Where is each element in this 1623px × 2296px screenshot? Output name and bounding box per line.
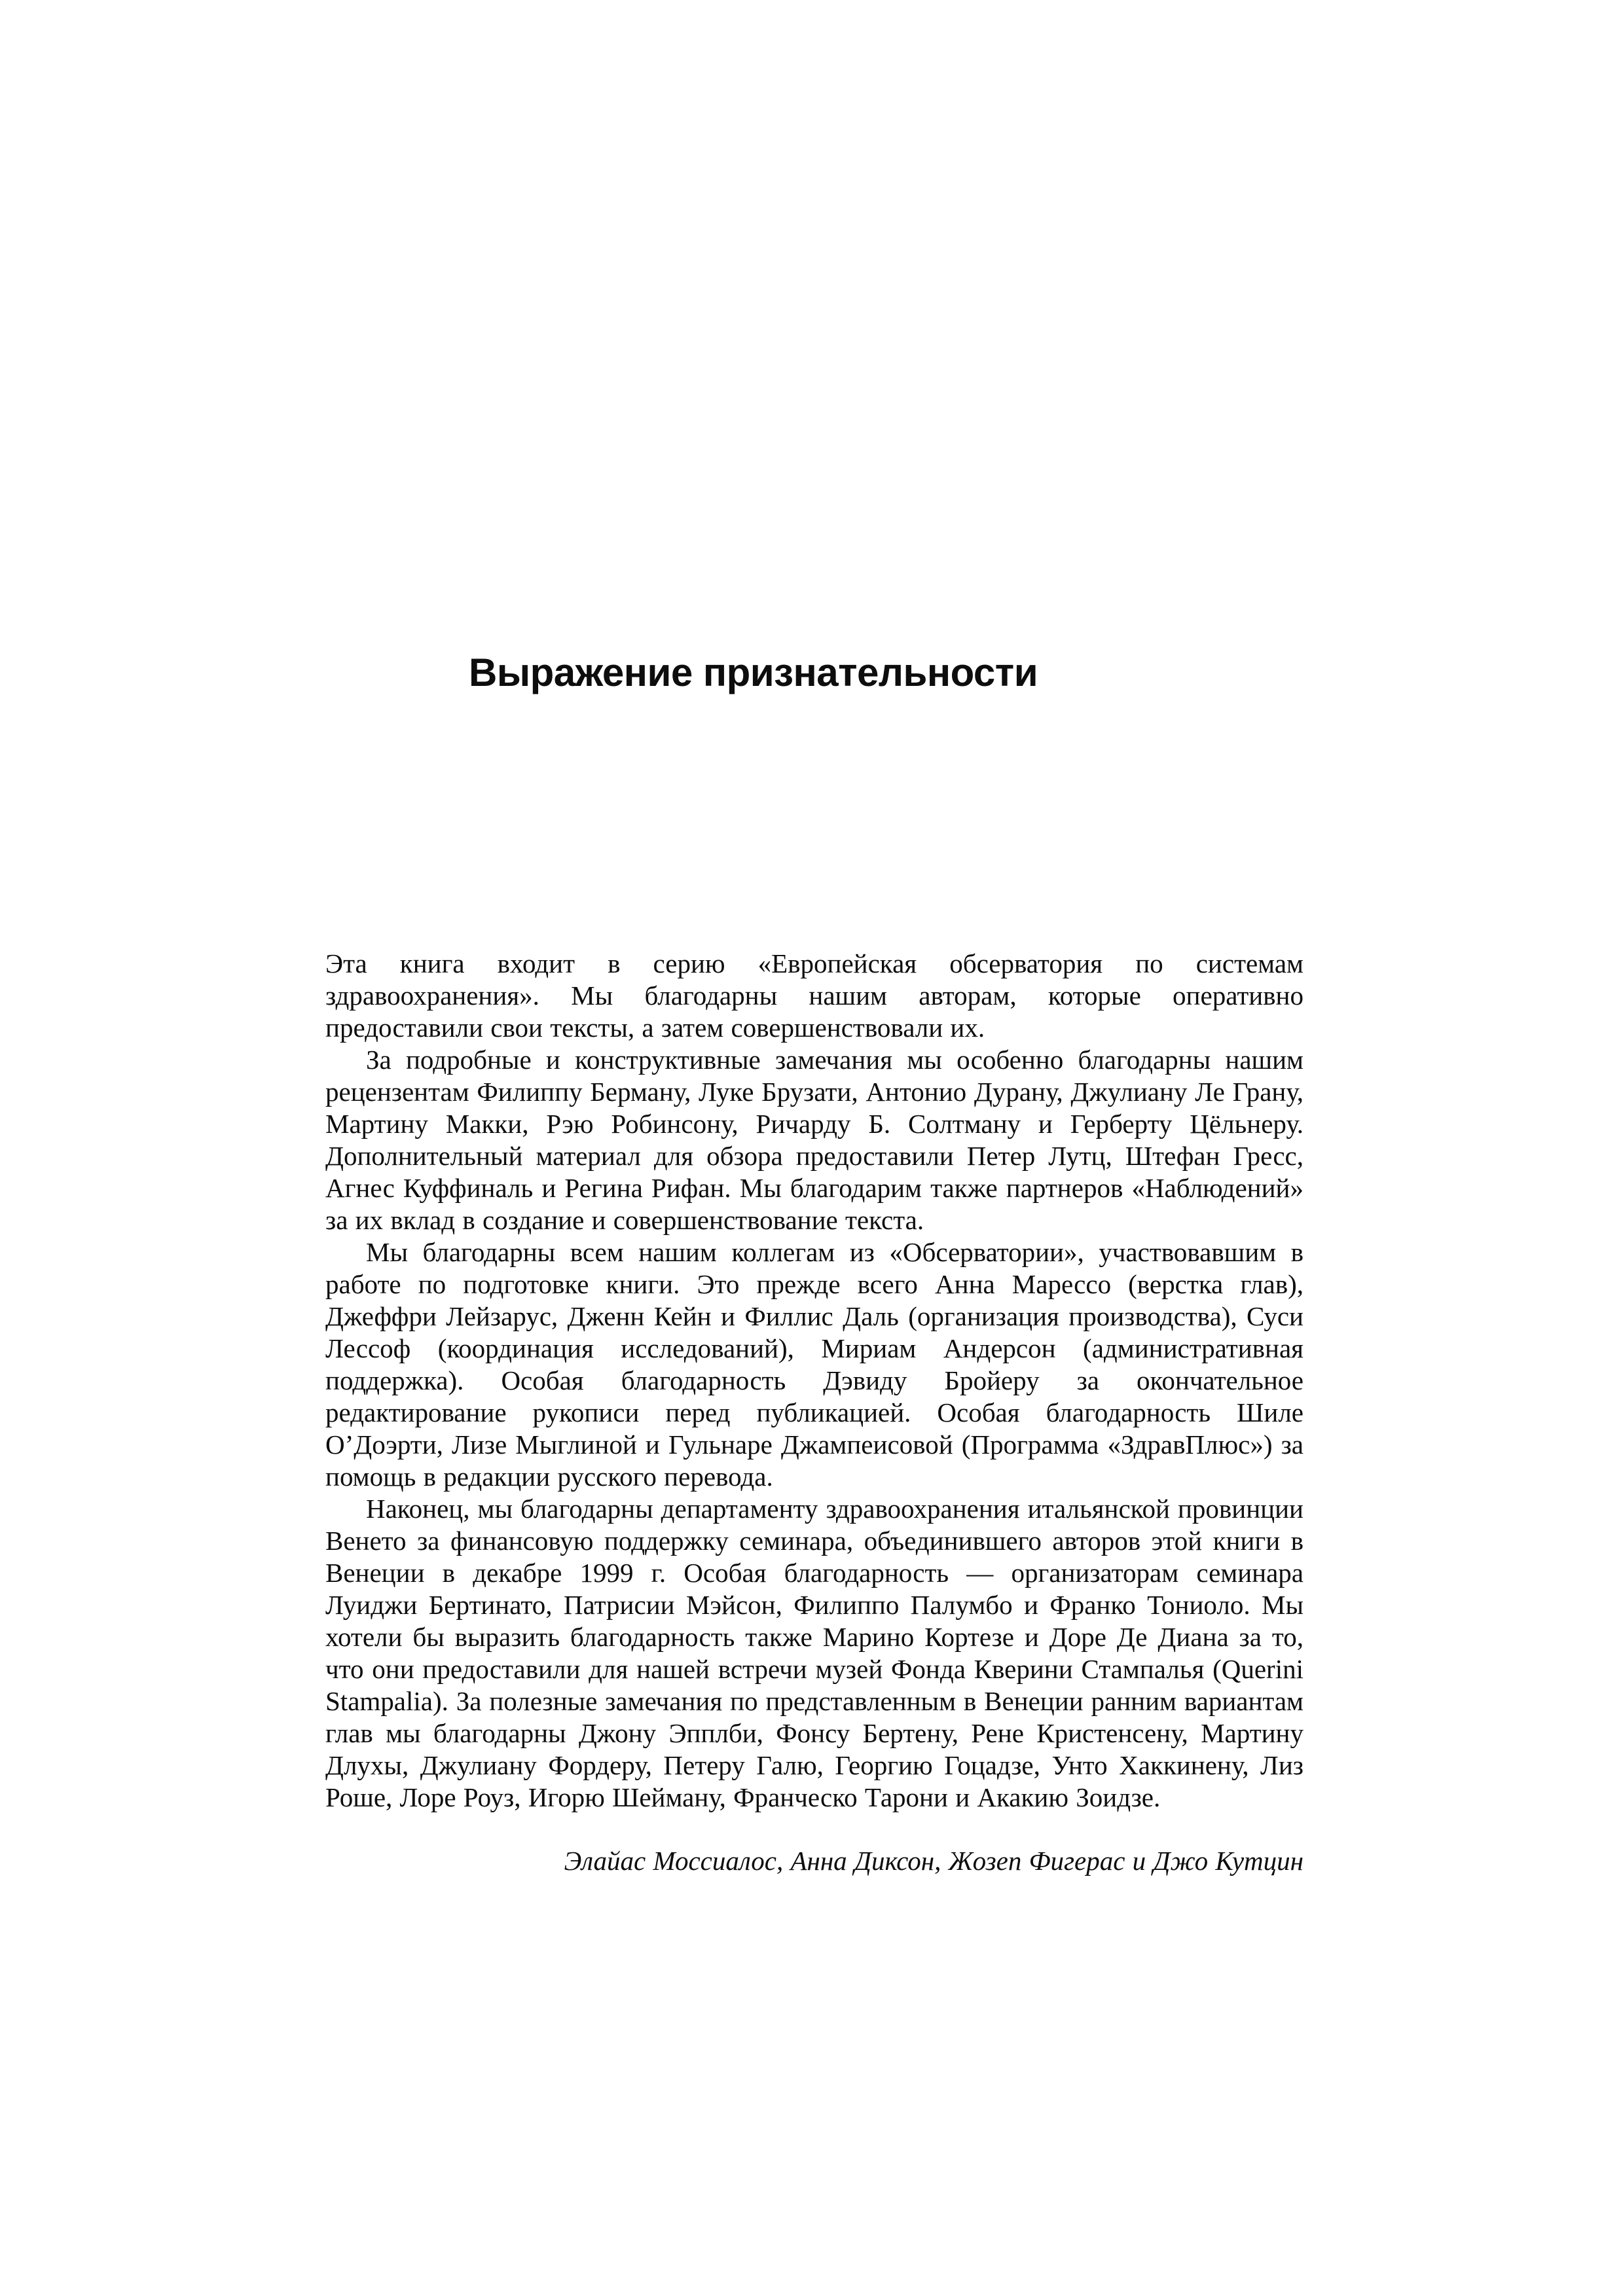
paragraph-4: Наконец, мы благодарны департаменту здравоохранения итальянской провинции Венето за финансовую поддержку семинара, объединившего авторов этой книги в Венеции в декабре 1999 г. Особая благодарность — организаторам семинара Луиджи Бертинато, Патрисии Мэйсон, Филиппо Палумбо и Франко Тониоло. Мы хотели бы выразить благодарность также Марино Кортезе и Доре Де Диана за то, что они предоставили для нашей встречи музей Фонда Кверини Стампалья (Querini Stampalia). За полезные замечания по представленным в Венеции ранним вариантам глав мы благодарны Джону Эпплби, Фонсу Бертену, Рене Кристенсену, Мартину Длухы, Джулиану Фордеру, Петеру Галю, Георгию Гоцадзе, Унто Хаккинену, Лиз Роше, Лоре Роуз, Игорю Шейману, Франческо Тарони и Акакию Зоидзе. bbox=[325, 1494, 1304, 1812]
paragraph-1: Эта книга входит в серию «Европейская обсерватория по системам здравоохранения». Мы благодарны нашим авторам, которые оперативно предоставили свои тексты, а затем совершенствовали их. bbox=[325, 948, 1304, 1043]
page-title: Выражение признательности bbox=[469, 651, 1038, 695]
paragraph-3: Мы благодарны всем нашим коллегам из «Обсерватории», участвовавшим в работе по подготовке книги. Это прежде всего Анна Марессо (верстка глав), Джеффри Лейзарус, Дженн Кейн и Филлис Даль (организация производства), Суси Лессоф (координация исследований), Мириам Андерсон (административная поддержка). Особая благодарность Дэвиду Бройеру за окончательное редактирование рукописи перед публикацией. Особая благодарность Шиле О’Доэрти, Лизе Мыглиной и Гульнаре Джампеисовой (Программа «ЗдравПлюс») за помощь в редакции русского перевода. bbox=[325, 1237, 1304, 1492]
authors-signature: Элайас Моссиалос, Анна Диксон, Жозеп Фигерас и Джо Кутцин bbox=[564, 1846, 1304, 1876]
acknowledgements-text-block bbox=[325, 948, 1304, 1877]
paragraph-2: За подробные и конструктивные замечания мы особенно благодарны нашим рецензентам Филиппу Берману, Луке Брузати, Антонио Дурану, Джулиану Ле Грану, Мартину Макки, Рэю Робинсону, Ричарду Б. Солтману и Герберту Цёльнеру. Дополнительный материал для обзора предоставили Петер Лутц, Штефан Гресс, Агнес Куффиналь и Регина Рифан. Мы благодарим также партнеров «Наблюдений» за их вклад в создание и совершенствование текста. bbox=[325, 1045, 1304, 1235]
